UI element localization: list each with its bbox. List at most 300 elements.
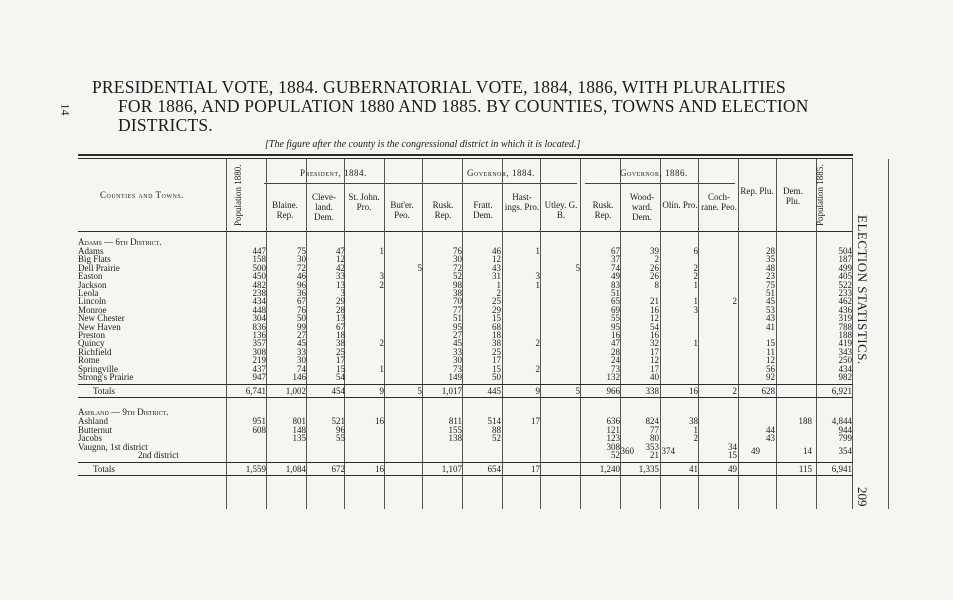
cell-ut: 5 <box>575 386 580 397</box>
page-number-left: 14 <box>58 103 73 116</box>
cell-fr: 1 <box>496 279 501 290</box>
cell-dp: 188 <box>798 416 812 427</box>
cell-ha: 1 <box>535 246 540 256</box>
cell-bl: 1,002 <box>285 386 306 397</box>
cell-bl: 99 <box>297 321 306 332</box>
cell-r86: 121 <box>606 424 620 435</box>
cell-p85: 462 <box>838 296 852 307</box>
town-name: Richfield <box>78 346 112 357</box>
cell-fr: 17 <box>492 355 501 366</box>
header-bottom-rule <box>78 231 853 232</box>
cell-bl: 36 <box>297 288 306 298</box>
cell-p80: 219 <box>252 355 266 366</box>
cell-bu: 5 <box>417 386 422 397</box>
cell-sj: 1 <box>379 246 384 256</box>
header-rusk-1884: Rusk. Rep. <box>432 200 454 220</box>
cell-r84: 72 <box>453 262 462 273</box>
totals-row <box>78 387 853 396</box>
town-name: Totals <box>93 464 115 475</box>
header-fratt: Fratt. Dem. <box>473 200 493 220</box>
cell-p85: 419 <box>838 338 852 349</box>
table-top-rule-thin <box>78 158 853 159</box>
cell-bl: 75 <box>297 246 306 256</box>
cell-wo: 12 <box>650 313 659 324</box>
header-rep-plu: Rep. Plu. <box>740 186 774 196</box>
cell-ha: 1 <box>535 279 540 290</box>
cell-ol: 3 <box>693 304 698 315</box>
cell-p85: 187 <box>838 254 852 265</box>
cell-bl: 74 <box>297 363 306 374</box>
cell-r84: 38 <box>453 288 462 298</box>
cell-p80: 608 <box>252 424 266 435</box>
cell-p85: 504 <box>838 246 852 256</box>
cell-r84: 76 <box>453 246 462 256</box>
cell-r86: 308 <box>606 441 620 452</box>
cell-p80: 947 <box>252 372 266 382</box>
town-name: Strong's Prairie <box>78 372 134 382</box>
combined-p85: 354 <box>838 446 852 457</box>
cell-r84: 52 <box>453 271 462 282</box>
cell-rp: 92 <box>766 372 775 382</box>
cell-rp: 41 <box>766 321 775 332</box>
cell-rp: 15 <box>766 338 775 349</box>
totals-rule <box>78 462 853 463</box>
cell-bl: 76 <box>297 304 306 315</box>
cell-cl: 28 <box>336 304 345 315</box>
cell-r84: 1,107 <box>441 464 462 475</box>
cell-fr: 445 <box>487 386 501 397</box>
town-name: Jackson <box>78 279 107 290</box>
cell-bl: 46 <box>297 271 306 282</box>
town-name: Jacobs <box>78 433 102 444</box>
cell-p85: 982 <box>838 372 852 382</box>
column-line <box>888 159 889 509</box>
cell-rp: 53 <box>766 304 775 315</box>
cell-wo: 26 <box>650 271 659 282</box>
cell-p85: 6,921 <box>831 386 852 397</box>
cell-rp: 45 <box>766 296 775 307</box>
table-note: [The figure after the county is the congressional district in which it is located.] <box>265 139 581 150</box>
town-name: Adams <box>78 246 104 256</box>
cell-wo: 32 <box>650 338 659 349</box>
header-governor-1884: Governor, 1884. <box>467 168 535 178</box>
cell-bl: 45 <box>297 338 306 349</box>
cell-bu: 5 <box>417 262 422 273</box>
header-rusk-1886: Rusk. Rep. <box>592 200 614 220</box>
cell-r84: 27 <box>453 330 462 340</box>
cell-rp: 11 <box>766 346 775 357</box>
cell-cl: 17 <box>336 355 345 366</box>
cell-r86: 24 <box>611 355 620 366</box>
cell-fr: 654 <box>487 464 501 475</box>
cell-co: 49 <box>728 464 737 475</box>
header-cochrane: Coch- rane. Peo. <box>701 192 737 212</box>
cell-bl: 135 <box>292 433 306 444</box>
totals-rule-bottom <box>78 475 853 476</box>
cell-ol: 41 <box>689 464 698 475</box>
cell-p85: 522 <box>838 279 852 290</box>
cell-wo: 8 <box>654 279 659 290</box>
cell-cl: 96 <box>336 424 345 435</box>
cell-sj: 16 <box>375 416 384 427</box>
header-blaine: Blaine. Rep. <box>272 200 298 220</box>
cell-r86: 74 <box>611 262 620 273</box>
cell-p85: 434 <box>838 363 852 374</box>
cell-rp: 12 <box>766 355 775 366</box>
cell-p85: 250 <box>838 355 852 366</box>
cell-r86: 1,240 <box>599 464 620 475</box>
cell-ha: 17 <box>531 416 540 427</box>
cell-ha: 3 <box>535 271 540 282</box>
title-line-3: DISTRICTS. <box>118 115 213 135</box>
cell-rp: 43 <box>766 313 775 324</box>
cell-cl: 42 <box>336 262 345 273</box>
cell-ut: 5 <box>575 262 580 273</box>
cell-p80: 1,559 <box>245 464 266 475</box>
town-name: Totals <box>93 386 115 397</box>
cell-co: 15 <box>728 450 737 460</box>
cell-fr: 50 <box>492 372 501 382</box>
cell-sj: 3 <box>379 271 384 282</box>
section-heading-text: Ashland — 9th District. <box>78 407 169 418</box>
cell-ol: 6 <box>693 246 698 256</box>
cell-cl: 454 <box>331 386 345 397</box>
totals-rule-bottom <box>78 397 853 398</box>
cell-fr: 38 <box>492 338 501 349</box>
cell-p80: 136 <box>252 330 266 340</box>
cell-wo: 21 <box>650 296 659 307</box>
cell-co: 34 <box>728 441 737 452</box>
town-name: Ashland <box>78 416 108 427</box>
cell-r86: 69 <box>611 304 620 315</box>
cell-fr: 25 <box>492 346 501 357</box>
cell-rp: 23 <box>766 271 775 282</box>
cell-cl: 47 <box>336 246 345 256</box>
cell-bl: 67 <box>297 296 306 307</box>
cell-r84: 77 <box>453 304 462 315</box>
town-name: Leola <box>78 288 99 298</box>
cell-cl: 12 <box>336 254 345 265</box>
combined-wo: 374 <box>661 446 675 457</box>
cell-bl: 96 <box>297 279 306 290</box>
cell-p80: 951 <box>252 416 266 427</box>
town-name: Butternut <box>78 424 112 435</box>
cell-p80: 482 <box>252 279 266 290</box>
cell-r84: 811 <box>448 416 462 427</box>
header-pop1880: Population 1880. <box>233 164 243 226</box>
cell-r86: 67 <box>611 246 620 256</box>
cell-wo: 21 <box>650 450 659 460</box>
cell-fr: 46 <box>492 246 501 256</box>
cell-wo: 17 <box>650 363 659 374</box>
cell-r84: 73 <box>453 363 462 374</box>
cell-p80: 500 <box>252 262 266 273</box>
cell-wo: 338 <box>645 386 659 397</box>
cell-ol: 38 <box>689 416 698 427</box>
cell-r84: 30 <box>453 254 462 265</box>
vaughn-combined <box>78 447 853 456</box>
cell-fr: 2 <box>496 288 501 298</box>
section-heading <box>78 408 853 417</box>
cell-ol: 2 <box>693 271 698 282</box>
cell-cl: 521 <box>331 416 345 427</box>
town-name: Vaugnn, 1st district <box>78 441 148 452</box>
cell-p85: 944 <box>838 424 852 435</box>
cell-ha: 17 <box>531 464 540 475</box>
town-name: Quincy <box>78 338 105 349</box>
cell-wo: 39 <box>650 246 659 256</box>
cell-rp: 56 <box>766 363 775 374</box>
group-rule-pres-gov <box>264 183 577 184</box>
town-name: Springville <box>78 363 118 374</box>
header-counties: Counties and Towns. <box>100 190 184 200</box>
cell-p85: 233 <box>838 288 852 298</box>
cell-r84: 155 <box>448 424 462 435</box>
cell-fr: 12 <box>492 254 501 265</box>
cell-rp: 44 <box>766 424 775 435</box>
cell-p85: 799 <box>838 433 852 444</box>
cell-p85: 4,844 <box>831 416 852 427</box>
cell-r84: 95 <box>453 321 462 332</box>
cell-co: 2 <box>732 296 737 307</box>
cell-r84: 1,017 <box>441 386 462 397</box>
town-name: Preston <box>78 330 105 340</box>
cell-p85: 6,941 <box>831 464 852 475</box>
combined-dp: 14 <box>803 446 812 457</box>
cell-sj: 1 <box>379 363 384 374</box>
cell-fr: 43 <box>492 262 501 273</box>
combined-r86: 360 <box>620 446 634 457</box>
title-line-1: PRESIDENTIAL VOTE, 1884. GUBERNATORIAL VOTE, 1884, 1886, WITH PLURALITIES <box>92 77 786 97</box>
header-governor-1886: Governor, 1886. <box>620 168 688 178</box>
section-heading <box>78 238 853 247</box>
header-dem-plu: Dem. Plu. <box>783 186 803 206</box>
cell-wo: 824 <box>645 416 659 427</box>
cell-p80: 447 <box>252 246 266 256</box>
cell-p85: 405 <box>838 271 852 282</box>
cell-bl: 30 <box>297 254 306 265</box>
cell-cl: 672 <box>331 464 345 475</box>
cell-cl: 13 <box>336 313 345 324</box>
header-utley: Utley. G. B. <box>544 200 578 220</box>
header-butler: But'er. Peo. <box>390 200 414 220</box>
cell-p85: 343 <box>838 346 852 357</box>
totals-rule <box>78 384 853 385</box>
cell-wo: 26 <box>650 262 659 273</box>
header-president-1884: President, 1884. <box>300 168 367 178</box>
header-stjohn: St. John. Pro. <box>348 192 380 212</box>
cell-r86: 65 <box>611 296 620 307</box>
cell-p80: 304 <box>252 313 266 324</box>
cell-bl: 148 <box>292 424 306 435</box>
cell-ha: 2 <box>535 363 540 374</box>
cell-ol: 1 <box>693 296 698 307</box>
section-heading-text: Adams — 6th District. <box>78 237 162 247</box>
page-title <box>92 78 852 135</box>
cell-ol: 1 <box>693 424 698 435</box>
cell-rp: 48 <box>766 262 775 273</box>
cell-cl: 29 <box>336 296 345 307</box>
cell-sj: 9 <box>379 386 384 397</box>
table-row <box>78 373 853 382</box>
cell-wo: 2 <box>654 254 659 265</box>
cell-ha: 9 <box>535 386 540 397</box>
town-name: Lincoln <box>78 296 106 307</box>
town-name: Monroe <box>78 304 107 315</box>
town-name: Easton <box>78 271 103 282</box>
cell-wo: 16 <box>650 304 659 315</box>
cell-p80: 448 <box>252 304 266 315</box>
cell-p80: 434 <box>252 296 266 307</box>
cell-wo: 17 <box>650 346 659 357</box>
cell-r86: 123 <box>606 433 620 444</box>
cell-p80: 357 <box>252 338 266 349</box>
cell-cl: 3 <box>340 288 345 298</box>
cell-r84: 98 <box>453 279 462 290</box>
cell-r84: 45 <box>453 338 462 349</box>
cell-ol: 1 <box>693 279 698 290</box>
cell-bl: 801 <box>292 416 306 427</box>
cell-sj: 16 <box>375 464 384 475</box>
cell-p80: 450 <box>252 271 266 282</box>
cell-r86: 47 <box>611 338 620 349</box>
header-hastings: Hast- ings. Pro. <box>504 192 540 212</box>
cell-p80: 836 <box>252 321 266 332</box>
cell-r86: 37 <box>611 254 620 265</box>
cell-co: 2 <box>732 386 737 397</box>
cell-r86: 28 <box>611 346 620 357</box>
cell-r86: 966 <box>606 386 620 397</box>
cell-r84: 33 <box>453 346 462 357</box>
combined-co: 49 <box>751 446 760 457</box>
cell-cl: 13 <box>336 279 345 290</box>
header-olin: Olin. Pro. <box>662 200 698 210</box>
cell-cl: 18 <box>336 330 345 340</box>
cell-fr: 52 <box>492 433 501 444</box>
town-name: Rome <box>78 355 100 366</box>
header-cleveland: Cleve- land. Dem. <box>312 192 336 222</box>
cell-cl: 54 <box>336 372 345 382</box>
cell-bl: 1,084 <box>285 464 306 475</box>
side-heading: ELECTION STATISTICS. <box>855 215 870 365</box>
title-line-2: FOR 1886, AND POPULATION 1880 AND 1885. BY COUNTIES, TOWNS AND ELECTION <box>118 96 809 116</box>
cell-r84: 149 <box>448 372 462 382</box>
cell-r86: 73 <box>611 363 620 374</box>
town-name: New Chester <box>78 313 125 324</box>
cell-fr: 88 <box>492 424 501 435</box>
town-name: Dell Prairie <box>78 262 120 273</box>
cell-p80: 437 <box>252 363 266 374</box>
cell-cl: 55 <box>336 433 345 444</box>
cell-r86: 51 <box>611 288 620 298</box>
header-pop1885: Population 1885. <box>815 164 825 226</box>
cell-rp: 75 <box>766 279 775 290</box>
cell-bl: 50 <box>297 313 306 324</box>
cell-fr: 31 <box>492 271 501 282</box>
cell-fr: 29 <box>492 304 501 315</box>
cell-r84: 138 <box>448 433 462 444</box>
cell-r86: 83 <box>611 279 620 290</box>
cell-bl: 72 <box>297 262 306 273</box>
cell-p80: 238 <box>252 288 266 298</box>
cell-bl: 30 <box>297 355 306 366</box>
cell-fr: 15 <box>492 363 501 374</box>
cell-ol: 2 <box>693 433 698 444</box>
cell-rp: 51 <box>766 288 775 298</box>
cell-r84: 70 <box>453 296 462 307</box>
cell-bl: 27 <box>297 330 306 340</box>
cell-cl: 25 <box>336 346 345 357</box>
totals-row <box>78 465 853 474</box>
town-name: New Haven <box>78 321 121 332</box>
cell-wo: 54 <box>650 321 659 332</box>
cell-fr: 514 <box>487 416 501 427</box>
cell-rp: 628 <box>761 386 775 397</box>
cell-wo: 1,335 <box>638 464 659 475</box>
cell-p85: 188 <box>838 330 852 340</box>
cell-fr: 68 <box>492 321 501 332</box>
cell-rp: 43 <box>766 433 775 444</box>
cell-cl: 33 <box>336 271 345 282</box>
cell-cl: 15 <box>336 363 345 374</box>
cell-ol: 16 <box>689 386 698 397</box>
cell-p85: 788 <box>838 321 852 332</box>
cell-p85: 499 <box>838 262 852 273</box>
cell-r86: 132 <box>606 372 620 382</box>
header-woodward: Wood- ward. Dem. <box>629 192 655 222</box>
cell-fr: 18 <box>492 330 501 340</box>
cell-p80: 6,741 <box>245 386 266 397</box>
cell-r86: 55 <box>611 313 620 324</box>
page-number-right: 209 <box>855 487 870 507</box>
cell-p85: 319 <box>838 313 852 324</box>
cell-ol: 1 <box>693 338 698 349</box>
cell-fr: 15 <box>492 313 501 324</box>
cell-r86: 636 <box>606 416 620 427</box>
cell-p80: 308 <box>252 346 266 357</box>
cell-r86: 49 <box>611 271 620 282</box>
town-name: 2nd district <box>138 450 179 460</box>
cell-ol: 2 <box>693 262 698 273</box>
cell-p80: 158 <box>252 254 266 265</box>
cell-dp: 115 <box>798 464 812 475</box>
cell-wo: 77 <box>650 424 659 435</box>
town-name: Big Flats <box>78 254 111 265</box>
cell-sj: 2 <box>379 279 384 290</box>
cell-r86: 16 <box>611 330 620 340</box>
cell-rp: 28 <box>766 246 775 256</box>
cell-r84: 51 <box>453 313 462 324</box>
cell-bl: 33 <box>297 346 306 357</box>
cell-ha: 2 <box>535 338 540 349</box>
cell-sj: 2 <box>379 338 384 349</box>
cell-r86: 95 <box>611 321 620 332</box>
cell-rp: 35 <box>766 254 775 265</box>
cell-bl: 146 <box>292 372 306 382</box>
cell-cl: 38 <box>336 338 345 349</box>
cell-p85: 436 <box>838 304 852 315</box>
cell-cl: 67 <box>336 321 345 332</box>
cell-wo: 12 <box>650 355 659 366</box>
cell-r84: 30 <box>453 355 462 366</box>
cell-r86: 52 <box>611 450 620 460</box>
cell-wo: 353 <box>645 441 659 452</box>
cell-wo: 40 <box>650 372 659 382</box>
cell-fr: 25 <box>492 296 501 307</box>
table-top-rule <box>78 154 853 156</box>
cell-wo: 16 <box>650 330 659 340</box>
cell-wo: 80 <box>650 433 659 444</box>
